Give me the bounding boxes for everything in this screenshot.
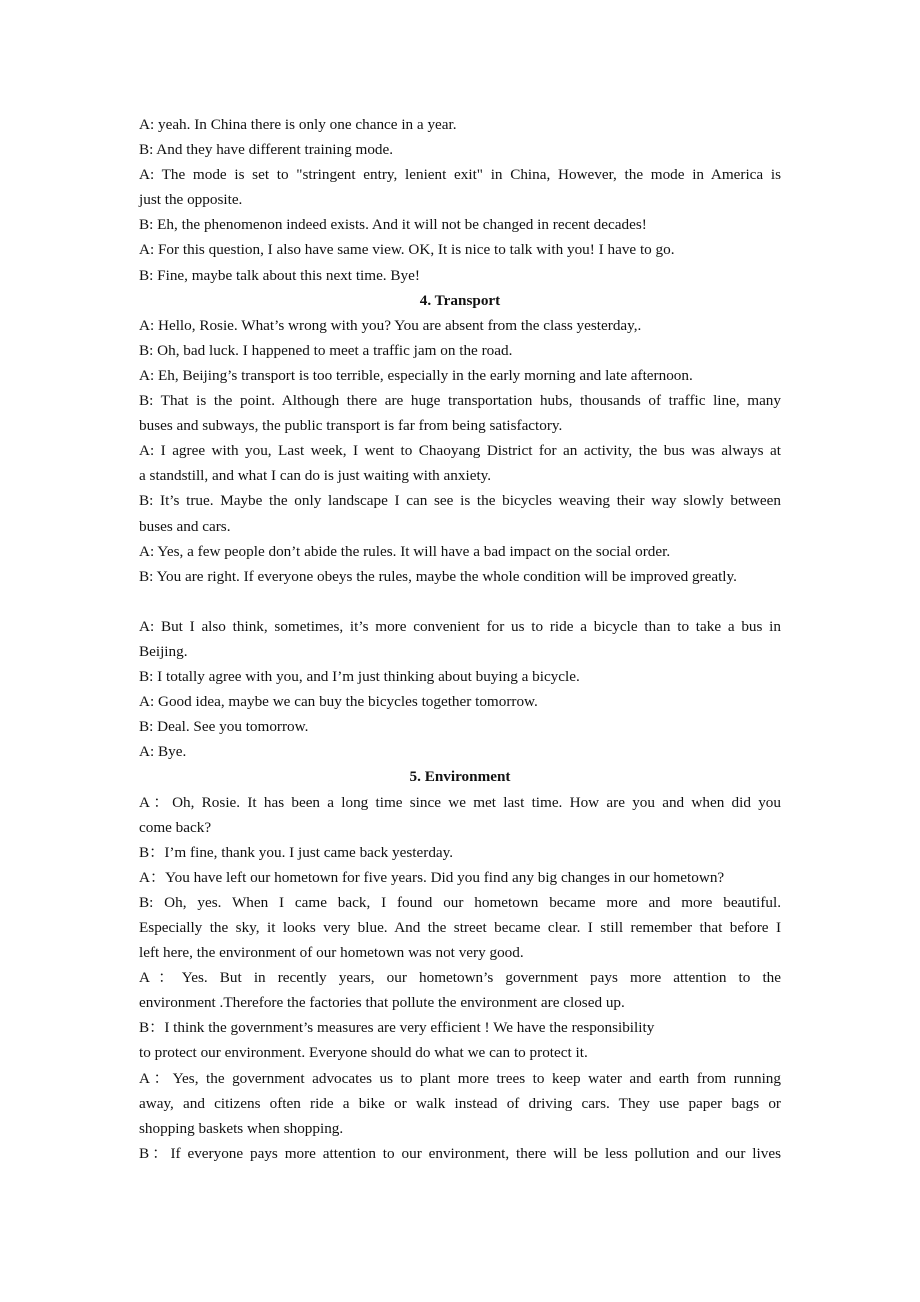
dialogue-line: B: It’s true. Maybe the only landscape I can see is the bicycles weaving their way slowly between — [139, 492, 781, 510]
dialogue-line: A: For this question, I also have same view. OK, It is nice to talk with you! I have to go. — [139, 241, 675, 259]
dialogue-line: A：Yes. But in recently years, our hometown’s government pays more attention to the — [139, 969, 781, 987]
dialogue-line: buses and cars. — [139, 517, 231, 535]
dialogue-line: B: And they have different training mode. — [139, 141, 394, 159]
dialogue-line: B: I totally agree with you, and I’m just thinking about buying a bicycle. — [139, 668, 580, 686]
dialogue-line: a standstill, and what I can do is just waiting with anxiety. — [139, 467, 492, 485]
dialogue-line: B: You are right. If everyone obeys the rules, maybe the whole condition will be improved greatly. — [139, 567, 737, 585]
dialogue-line: Especially the sky, it looks very blue. And the street became clear. I still remember that before I — [139, 919, 781, 936]
dialogue-line: shopping baskets when shopping. — [139, 1119, 344, 1137]
dialogue-line: buses and subways, the public transport is far from being satisfactory. — [139, 417, 563, 435]
dialogue-line: away, and citizens often ride a bike or walk instead of driving cars. They use paper bags or — [139, 1094, 781, 1112]
dialogue-line: A: The mode is set to "stringent entry, lenient exit" in China, However, the mode in America is — [139, 166, 781, 184]
dialogue-line: A: But I also think, sometimes, it’s more convenient for us to ride a bicycle than to take a bus in — [139, 617, 781, 635]
dialogue-line: B: Eh, the phenomenon indeed exists. And it will not be changed in recent decades! — [139, 216, 647, 234]
dialogue-line: A：Yes, the government advocates us to plant more trees to keep water and earth from running — [139, 1069, 781, 1087]
blank-line — [139, 589, 781, 614]
dialogue-line: B：I’m fine, thank you. I just came back yesterday. — [139, 843, 454, 861]
dialogue-line: B: That is the point. Although there are huge transportation hubs, thousands of traffic line, many — [139, 392, 781, 410]
section-heading: 4. Transport — [419, 291, 501, 309]
document-page — [139, 112, 781, 1166]
dialogue-line: just the opposite. — [139, 191, 243, 209]
dialogue-line: A: Eh, Beijing’s transport is too terrible, especially in the early morning and late afternoon. — [139, 366, 693, 384]
dialogue-line: A: Bye. — [139, 743, 187, 761]
dialogue-line: A: yeah. In China there is only one chance in a year. — [139, 116, 457, 133]
dialogue-line: left here, the environment of our hometown was not very good. — [139, 944, 524, 962]
dialogue-line: to protect our environment. Everyone should do what we can to protect it. — [139, 1044, 588, 1062]
dialogue-line: A: Yes, a few people don’t abide the rules. It will have a bad impact on the social order. — [139, 542, 671, 560]
dialogue-line: B：I think the government’s measures are very efficient ! We have the responsibility — [139, 1019, 655, 1037]
dialogue-line: A: Good idea, maybe we can buy the bicycles together tomorrow. — [139, 693, 538, 711]
section-heading: 5. Environment — [409, 768, 511, 786]
dialogue-line: A：You have left our hometown for five years. Did you find any big changes in our hometown? — [139, 868, 725, 886]
dialogue-line: B: Oh, bad luck. I happened to meet a traffic jam on the road. — [139, 341, 513, 359]
dialogue-line: B: Deal. See you tomorrow. — [139, 718, 309, 736]
dialogue-line: B: Fine, maybe talk about this next time. Bye! — [139, 266, 420, 284]
dialogue-line: A: Hello, Rosie. What’s wrong with you? You are absent from the class yesterday,. — [139, 316, 642, 334]
dialogue-line: environment .Therefore the factories that pollute the environment are closed up. — [139, 994, 625, 1012]
dialogue-line: A：Oh, Rosie. It has been a long time since we met last time. How are you and when did you — [139, 793, 781, 811]
dialogue-line: Beijing. — [139, 642, 188, 660]
dialogue-line: come back? — [139, 818, 212, 836]
dialogue-line: A: I agree with you, Last week, I went to Chaoyang District for an activity, the bus was always at — [139, 442, 781, 460]
dialogue-line: B：If everyone pays more attention to our environment, there will be less pollution and our lives — [139, 1144, 781, 1162]
dialogue-line: B: Oh, yes. When I came back, I found our hometown became more and more beautiful. — [139, 893, 781, 911]
